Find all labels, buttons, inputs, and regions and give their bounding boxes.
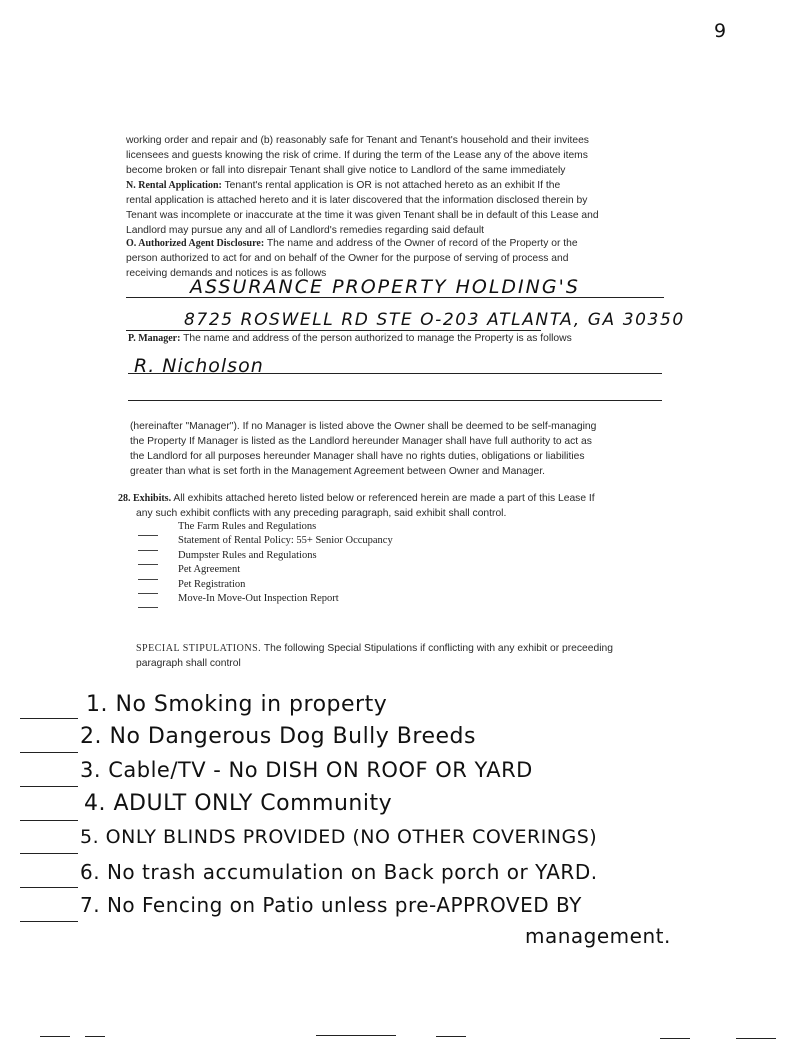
special-stipulations-heading: SPECIAL STIPULATIONS. [136, 643, 262, 654]
footer-dash [40, 1036, 70, 1037]
exhibit-blank[interactable] [138, 579, 158, 580]
exhibit-blank[interactable] [138, 550, 158, 551]
rental-application-section [126, 178, 666, 238]
agent-disclosure-line: receiving demands and notices is as follows [126, 268, 327, 279]
stipulation-blank [20, 887, 78, 888]
manager-line: greater than what is set forth in the Management Agreement between Owner and Manager. [130, 466, 545, 477]
rental-application-line: Tenant was incomplete or inaccurate at the time it was given Tenant shall be in default of this Lease and [126, 210, 599, 221]
manager-intro-text: The name and address of the person authorized to manage the Property is as follows [180, 333, 572, 344]
rental-application-line: Tenant's rental application is OR is not attached hereto as an exhibit If the [221, 180, 561, 191]
exhibit-blank[interactable] [138, 535, 158, 536]
agent-disclosure-line: person authorized to act for and on behalf of the Owner for the purpose of serving of process and [126, 253, 569, 264]
stipulation-item: 2. No Dangerous Dog Bully Breeds [80, 724, 476, 749]
exhibit-item: Pet Registration [178, 579, 246, 590]
exhibits-line: any such exhibit conflicts with any preceding paragraph, said exhibit shall control. [136, 508, 507, 519]
stipulation-item: 7. No Fencing on Patio unless pre-APPROVED BY [80, 893, 582, 917]
stipulation-item: 3. Cable/TV - No DISH ON ROOF OR YARD [80, 758, 533, 782]
rental-application-line: Landlord may pursue any and all of Landlord's remedies regarding said default [126, 225, 485, 236]
exhibit-item: The Farm Rules and Regulations [178, 521, 317, 532]
continued-line: become broken or fall into disrepair Tenant shall give notice to Landlord of the same immediately [126, 165, 566, 176]
manager-line: the Property If Manager is listed as the Landlord hereunder Manager shall have full authority to act as [130, 436, 592, 447]
manager-name-line [128, 373, 662, 374]
stipulation-blank [20, 853, 78, 854]
stipulation-item: 6. No trash accumulation on Back porch or YARD. [80, 860, 598, 884]
manager-line: the Landlord for all purposes hereunder Manager shall have no rights duties, obligations or liabilities [130, 451, 585, 462]
continued-line: working order and repair and (b) reasonably safe for Tenant and Tenant's household and their invitees [126, 135, 589, 146]
rental-application-heading: N. Rental Application: [126, 180, 222, 191]
exhibit-item: Move-In Move-Out Inspection Report [178, 593, 339, 604]
footer-dash [316, 1035, 396, 1036]
exhibits-heading: 28. Exhibits. [118, 493, 172, 504]
manager-paragraph [130, 419, 670, 479]
manager-address-line [128, 400, 662, 401]
stipulation-item: 1. No Smoking in property [86, 692, 388, 717]
exhibits-line: All exhibits attached hereto listed below or referenced herein are made a part of this Lease If [171, 493, 595, 504]
stipulation-item-continued: management. [525, 924, 671, 948]
exhibit-blank[interactable] [138, 564, 158, 565]
stipulation-item: 5. ONLY BLINDS PROVIDED (NO OTHER COVERINGS) [80, 826, 598, 848]
footer-dash [85, 1036, 105, 1037]
agent-disclosure-line: The name and address of the Owner of record of the Property or the [264, 238, 578, 249]
exhibit-item: Pet Agreement [178, 564, 241, 575]
exhibit-blank[interactable] [138, 593, 158, 594]
continued-paragraph [126, 133, 666, 178]
stipulation-blank [20, 921, 78, 922]
special-stipulations-section [136, 641, 676, 671]
owner-name-line [126, 297, 664, 298]
agent-disclosure-section [126, 236, 666, 281]
owner-address-handwritten: 8725 ROSWELL RD STE O-203 ATLANTA, GA 30350 [184, 310, 685, 330]
footer-dash [660, 1038, 690, 1039]
rental-application-line: rental application is attached hereto and it is later discovered that the information disclosed therein by [126, 195, 588, 206]
continued-line: licensees and guests knowing the risk of crime. If during the term of the Lease any of the above items [126, 150, 588, 161]
stipulation-item: 4. ADULT ONLY Community [84, 791, 393, 816]
agent-disclosure-heading: O. Authorized Agent Disclosure: [126, 238, 265, 249]
owner-name-handwritten: ASSURANCE PROPERTY HOLDING'S [190, 276, 580, 298]
exhibit-item: Dumpster Rules and Regulations [178, 550, 317, 561]
stipulation-blank [20, 718, 78, 719]
exhibit-blank[interactable] [138, 607, 158, 608]
exhibits-section [118, 491, 668, 521]
stipulation-blank [20, 752, 78, 753]
special-stipulations-line: paragraph shall control [136, 658, 241, 669]
manager-line: (hereinafter "Manager"). If no Manager is listed above the Owner shall be deemed to be self-managing [130, 421, 597, 432]
stipulation-blank [20, 820, 78, 821]
manager-heading: P. Manager: [128, 333, 181, 344]
page-number: 9 [714, 20, 728, 42]
stipulation-blank [20, 786, 78, 787]
exhibit-item: Statement of Rental Policy: 55+ Senior Occupancy [178, 535, 393, 546]
footer-dash [736, 1038, 776, 1039]
special-stipulations-line: The following Special Stipulations if conflicting with any exhibit or preceeding [261, 643, 613, 654]
footer-dash [436, 1036, 466, 1037]
manager-intro [128, 331, 668, 346]
manager-name-handwritten: R. Nicholson [134, 355, 264, 377]
